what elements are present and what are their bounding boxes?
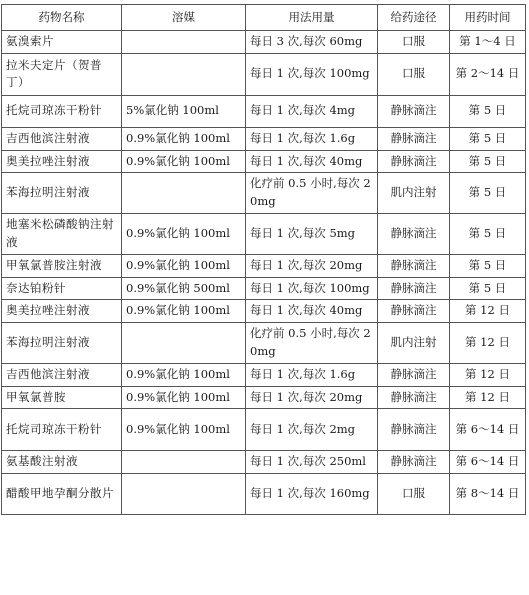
solvent-cell: 0.9%氯化钠 100ml xyxy=(122,127,246,150)
drug-name-cell: 甲氧氯普胺 xyxy=(2,386,122,409)
route-cell: 肌内注射 xyxy=(378,173,450,214)
table-row xyxy=(2,214,526,255)
solvent-cell xyxy=(122,53,246,95)
drug-name-cell: 醋酸甲地孕酮分散片 xyxy=(2,474,122,515)
time-cell: 第 5 日 xyxy=(450,173,526,214)
drug-name-cell: 氨溴索片 xyxy=(2,31,122,54)
dosage-cell: 每日 1 次,每次 20mg xyxy=(246,386,378,409)
table-row xyxy=(2,127,526,150)
solvent-cell: 5%氯化钠 100ml xyxy=(122,95,246,127)
time-cell: 第 5 日 xyxy=(450,95,526,127)
dosage-cell: 每日 1 次,每次 100mg xyxy=(246,53,378,95)
header-solvent: 溶媒 xyxy=(122,5,246,31)
time-cell: 第 6～14 日 xyxy=(450,451,526,474)
solvent-cell: 0.9%氯化钠 100ml xyxy=(122,214,246,255)
header-drug-name: 药物名称 xyxy=(2,5,122,31)
route-cell: 静脉滴注 xyxy=(378,300,450,323)
dosage-cell: 每日 1 次,每次 4mg xyxy=(246,95,378,127)
solvent-cell: 0.9%氯化钠 100ml xyxy=(122,300,246,323)
time-cell: 第 12 日 xyxy=(450,300,526,323)
drug-name-cell: 吉西他滨注射液 xyxy=(2,127,122,150)
header-dosage: 用法用量 xyxy=(246,5,378,31)
route-cell: 口服 xyxy=(378,53,450,95)
drug-name-cell: 奥美拉唑注射液 xyxy=(2,150,122,173)
solvent-cell xyxy=(122,323,246,364)
solvent-cell: 0.9%氯化钠 100ml xyxy=(122,254,246,277)
route-cell: 静脉滴注 xyxy=(378,363,450,386)
solvent-cell: 0.9%氯化钠 100ml xyxy=(122,409,246,451)
time-cell: 第 8～14 日 xyxy=(450,474,526,515)
time-cell: 第 12 日 xyxy=(450,323,526,364)
route-cell: 静脉滴注 xyxy=(378,150,450,173)
table-row xyxy=(2,363,526,386)
table-row xyxy=(2,451,526,474)
solvent-cell: 0.9%氯化钠 100ml xyxy=(122,386,246,409)
solvent-cell xyxy=(122,451,246,474)
route-cell: 静脉滴注 xyxy=(378,409,450,451)
solvent-cell: 0.9%氯化钠 500ml xyxy=(122,277,246,300)
time-cell: 第 5 日 xyxy=(450,277,526,300)
time-cell: 第 2～14 日 xyxy=(450,53,526,95)
dosage-cell: 每日 1 次,每次 40mg xyxy=(246,150,378,173)
dosage-cell: 每日 1 次,每次 160mg xyxy=(246,474,378,515)
route-cell: 静脉滴注 xyxy=(378,214,450,255)
dosage-cell: 每日 1 次,每次 5mg xyxy=(246,214,378,255)
drug-name-cell: 甲氧氯普胺注射液 xyxy=(2,254,122,277)
table-row xyxy=(2,409,526,451)
dosage-cell: 每日 1 次,每次 250ml xyxy=(246,451,378,474)
table-row xyxy=(2,323,526,364)
dosage-cell: 每日 3 次,每次 60mg xyxy=(246,31,378,54)
time-cell: 第 6～14 日 xyxy=(450,409,526,451)
drug-name-cell: 苯海拉明注射液 xyxy=(2,323,122,364)
table-row xyxy=(2,150,526,173)
drug-name-cell: 托烷司琼冻干粉针 xyxy=(2,409,122,451)
time-cell: 第 5 日 xyxy=(450,127,526,150)
header-time: 用药时间 xyxy=(450,5,526,31)
drug-name-cell: 氨基酸注射液 xyxy=(2,451,122,474)
drug-name-cell: 奥美拉唑注射液 xyxy=(2,300,122,323)
route-cell: 口服 xyxy=(378,31,450,54)
drug-name-cell: 地塞米松磷酸钠注射液 xyxy=(2,214,122,255)
table-row xyxy=(2,386,526,409)
drug-name-cell: 托烷司琼冻干粉针 xyxy=(2,95,122,127)
table-body xyxy=(2,31,526,515)
header-route: 给药途径 xyxy=(378,5,450,31)
table-row xyxy=(2,300,526,323)
solvent-cell: 0.9%氯化钠 100ml xyxy=(122,150,246,173)
table-row xyxy=(2,173,526,214)
time-cell: 第 5 日 xyxy=(450,214,526,255)
drug-name-cell: 吉西他滨注射液 xyxy=(2,363,122,386)
route-cell: 肌内注射 xyxy=(378,323,450,364)
dosage-cell: 化疗前 0.5 小时,每次 20mg xyxy=(246,323,378,364)
drug-name-cell: 苯海拉明注射液 xyxy=(2,173,122,214)
route-cell: 静脉滴注 xyxy=(378,127,450,150)
route-cell: 静脉滴注 xyxy=(378,277,450,300)
route-cell: 静脉滴注 xyxy=(378,451,450,474)
dosage-cell: 每日 1 次,每次 40mg xyxy=(246,300,378,323)
solvent-cell xyxy=(122,474,246,515)
dosage-cell: 每日 1 次,每次 20mg xyxy=(246,254,378,277)
drug-name-cell: 拉米夫定片（贺普丁） xyxy=(2,53,122,95)
route-cell: 静脉滴注 xyxy=(378,386,450,409)
drug-name-cell: 奈达铂粉针 xyxy=(2,277,122,300)
time-cell: 第 1～4 日 xyxy=(450,31,526,54)
medication-table xyxy=(1,4,526,515)
route-cell: 静脉滴注 xyxy=(378,95,450,127)
table-row xyxy=(2,53,526,95)
table-row xyxy=(2,95,526,127)
table-row xyxy=(2,277,526,300)
table-row xyxy=(2,31,526,54)
dosage-cell: 化疗前 0.5 小时,每次 20mg xyxy=(246,173,378,214)
solvent-cell: 0.9%氯化钠 100ml xyxy=(122,363,246,386)
time-cell: 第 5 日 xyxy=(450,254,526,277)
dosage-cell: 每日 1 次,每次 1.6g xyxy=(246,363,378,386)
solvent-cell xyxy=(122,173,246,214)
route-cell: 口服 xyxy=(378,474,450,515)
table-row xyxy=(2,474,526,515)
solvent-cell xyxy=(122,31,246,54)
table-row xyxy=(2,254,526,277)
dosage-cell: 每日 1 次,每次 2mg xyxy=(246,409,378,451)
route-cell: 静脉滴注 xyxy=(378,254,450,277)
table-header-row xyxy=(2,5,526,31)
dosage-cell: 每日 1 次,每次 1.6g xyxy=(246,127,378,150)
dosage-cell: 每日 1 次,每次 100mg xyxy=(246,277,378,300)
time-cell: 第 5 日 xyxy=(450,150,526,173)
time-cell: 第 12 日 xyxy=(450,386,526,409)
time-cell: 第 12 日 xyxy=(450,363,526,386)
